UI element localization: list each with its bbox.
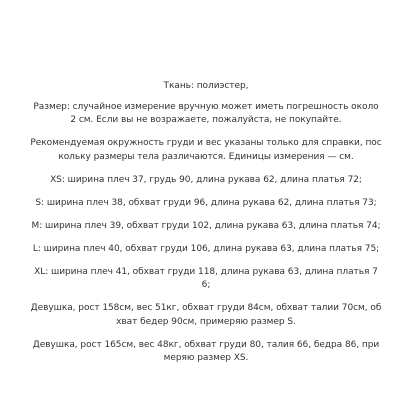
size-m: M: ширина плеч 39, обхват груди 102, длина рукава 63, длина платья 74; bbox=[31, 220, 381, 231]
size-s: S: ширина плеч 38, обхват груди 96, длина рукава 62, длина платья 73; bbox=[35, 197, 377, 208]
model-1-note: Девушка, рост 158см, вес 51кг, обхват груди 84см, обхват талии 70см, обхват бедер 90см, примеряю размер S. bbox=[30, 303, 382, 327]
size-note: Размер: случайное измерение вручную может иметь погрешность около 2 см. Если вы не возражаете, пожалуйста, не покупайте. bbox=[33, 101, 379, 125]
fabric-line: Ткань: полиэстер, bbox=[163, 81, 249, 91]
model-2-note: Девушка, рост 165см, вес 48кг, обхват груди 80, талия 66, бедра 86, примеряю размер XS. bbox=[32, 339, 380, 363]
recommendation-note: Рекомендуемая окружность груди и вес указаны только для справки, поскольку размеры тела различаются. Единицы измерения — см. bbox=[30, 138, 382, 162]
description-text-block bbox=[30, 80, 382, 366]
size-xs: XS: ширина плеч 37, грудь 90, длина рукава 62, длина платья 72; bbox=[50, 174, 362, 185]
size-xl: XL: ширина плеч 41, обхват груди 118, длина рукава 63, длина платья 76; bbox=[34, 266, 378, 290]
size-l: L: ширина плеч 40, обхват груди 106, длина рукава 63, длина платья 75; bbox=[32, 243, 380, 254]
